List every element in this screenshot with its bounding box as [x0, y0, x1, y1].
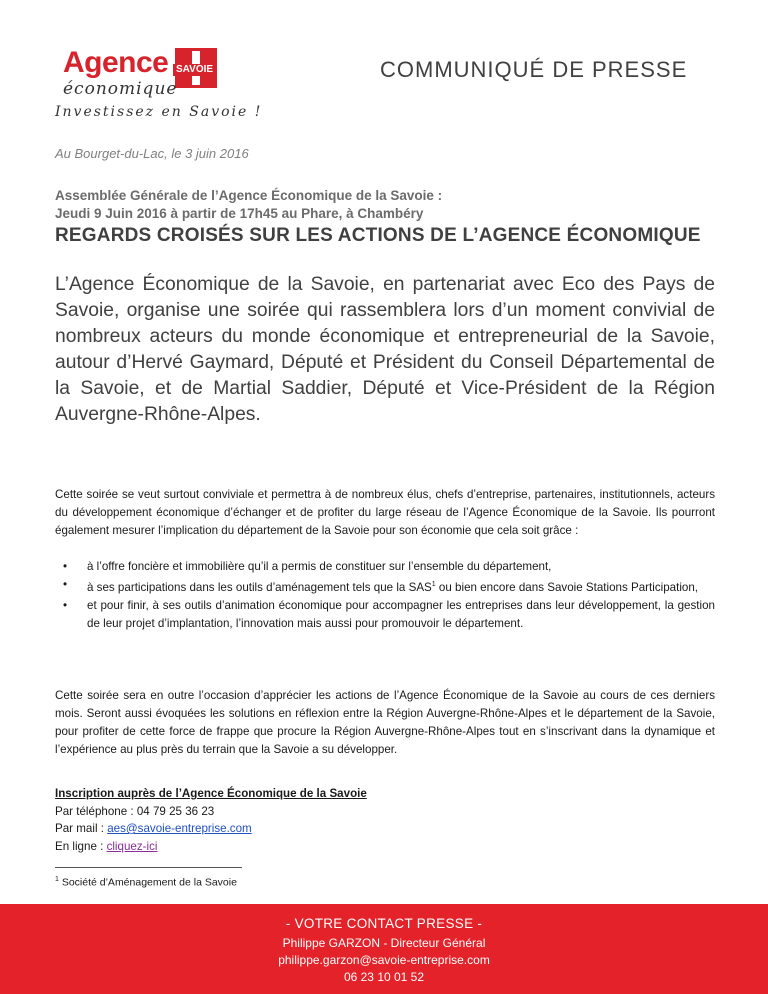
- register-online-link[interactable]: cliquez-ici: [106, 840, 158, 853]
- mail-link[interactable]: aes@savoie-entreprise.com: [107, 822, 252, 835]
- registration-web: [55, 840, 157, 853]
- list-item-text: à ses participations dans les outils d’aménagement tels que la SAS: [87, 580, 432, 594]
- agency-logo: [55, 46, 263, 126]
- footnote: [55, 876, 237, 889]
- body-paragraph-2: Cette soirée sera en outre l’occasion d’apprécier les actions de l’Agence Économique de la Savoie au cours de ces derniers mois. Seront aussi évoquées les solutions en réflexion entre la Région Auvergne-Rhône-Alpes et le département de la Savoie, pour profiter de cette force de frappe que procure la Région Auvergne-Rhône-Alpes tout en s’inscrivant dans la dynamique et l’expérience au plus près du terrain que la Savoie a su développer.: [55, 689, 715, 756]
- bullet-icon: •: [63, 598, 68, 612]
- list-item: [55, 558, 715, 576]
- list-item: [55, 576, 715, 597]
- footnote-number: 1: [55, 876, 59, 883]
- place-date: Au Bourget-du-Lac, le 3 juin 2016: [55, 146, 249, 161]
- bullet-list: [55, 558, 715, 633]
- event-title: Assemblée Générale de l’Agence Économique de la Savoie :: [55, 188, 443, 203]
- registration-title: Inscription auprès de l’Agence Économique de la Savoie: [55, 787, 367, 800]
- bullet-icon: •: [63, 560, 68, 573]
- registration-phone: Par téléphone : 04 79 25 36 23: [55, 805, 215, 818]
- contact-name: Philippe GARZON - Directeur Général: [282, 936, 486, 950]
- page-header-title: COMMUNIQUÉ DE PRESSE: [380, 57, 688, 82]
- contact-email: philippe.garzon@savoie-entreprise.com: [278, 953, 490, 967]
- logo-economique-text: économique: [63, 79, 178, 99]
- logo-slogan: Investissez en Savoie !: [55, 104, 263, 120]
- list-item-text: et pour finir, à ses outils d’animation économique pour accompagner les entreprises dans leur développement, la gestion de leur projet d’implantation, l’innovation mais aussi pour promouvoir le département.: [87, 598, 715, 630]
- logo-agence-text: Agence: [63, 46, 169, 79]
- web-label: En ligne :: [55, 840, 107, 853]
- lead-paragraph: L’Agence Économique de la Savoie, en partenariat avec Eco des Pays de Savoie, organise une soirée qui rassemblera lors d’un moment convivial de nombreux acteurs du monde économique et entrepreneurial de la Savoie, autour d’Hervé Gaymard, Député et Président du Conseil Départemental de la Savoie, et de Martial Saddier, Député et Vice-Président de la Région Auvergne-Rhône-Alpes.: [55, 274, 715, 425]
- list-item: [55, 597, 715, 633]
- body-paragraph-1: Cette soirée se veut surtout conviviale et permettra à de nombreux élus, chefs d’entreprise, partenaires, institutionnels, acteurs du développement économique d’échanger et de profiter du large réseau de l’Agence Économique de la Savoie. Ils pourront également mesurer l’implication du département de la Savoie pour son économie que cela soit grâce :: [55, 488, 715, 537]
- mail-label: Par mail :: [55, 822, 108, 835]
- contact-phone: 06 23 10 01 52: [343, 970, 425, 984]
- list-item-text: ou bien encore dans Savoie Stations Participation,: [435, 580, 699, 594]
- footer-title: - VOTRE CONTACT PRESSE -: [285, 916, 483, 931]
- press-contact-footer: [0, 904, 768, 994]
- registration-mail: [55, 822, 252, 835]
- list-item-text: à l’offre foncière et immobilière qu’il a permis de constituer sur l’ensemble du département,: [87, 560, 552, 573]
- main-headline: REGARDS CROISÉS SUR LES ACTIONS DE L’AGENCE ÉCONOMIQUE: [55, 225, 701, 246]
- logo-savoie-text: SAVOIE: [173, 64, 216, 76]
- bullet-icon: •: [63, 578, 68, 591]
- footnote-divider: [55, 867, 242, 868]
- footnote-ref: 1: [431, 581, 436, 588]
- footnote-text: Société d’Aménagement de la Savoie: [58, 876, 237, 889]
- event-datetime: Jeudi 9 Juin 2016 à partir de 17h45 au Phare, à Chambéry: [55, 206, 424, 221]
